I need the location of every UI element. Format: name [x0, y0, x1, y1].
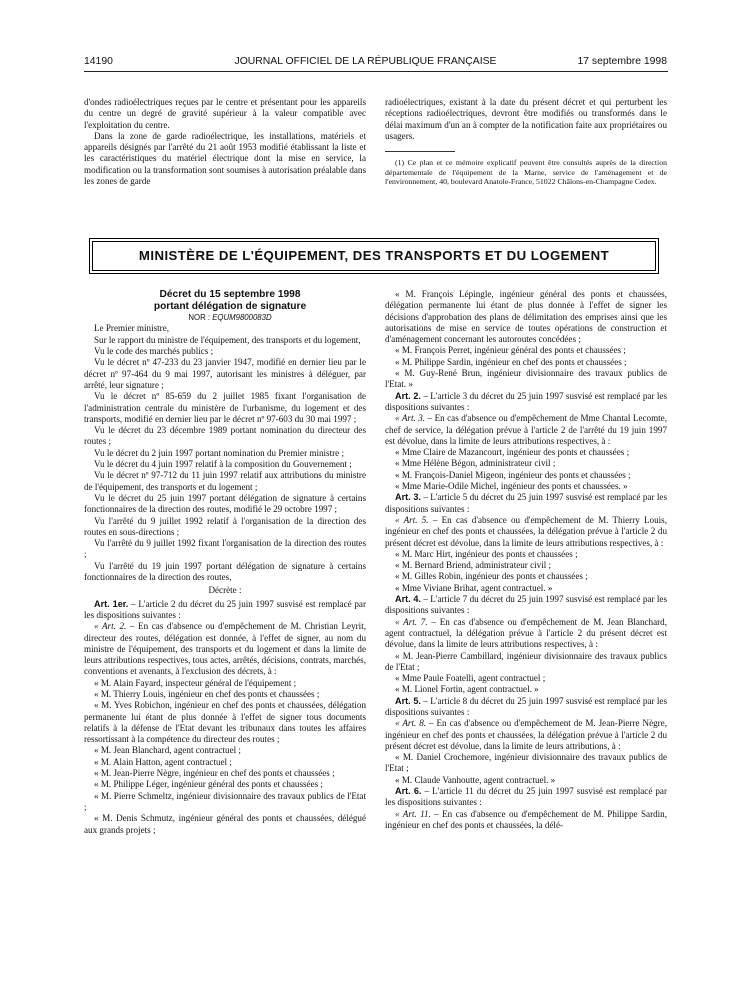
decree-left-column	[84, 289, 366, 836]
list-item: « M. Jean-Pierre Nègre, ingénieur en chef des ponts et chaussées ;	[94, 768, 335, 779]
list-item: « M. Guy-René Brun, ingénieur divisionnaire des travaux publics de l'Etat. »	[385, 368, 667, 390]
preamble: Sur le rapport du ministre de l'équipement, des transports et du logement,	[94, 334, 361, 345]
journal-title: JOURNAL OFFICIEL DE LA RÉPUBLIQUE FRANÇAISE	[234, 56, 497, 67]
page-number: 14190	[84, 56, 113, 67]
preamble: Le Premier ministre,	[94, 323, 170, 334]
list-item: « M. Denis Schmutz, ingénieur général des ponts et chaussées, délégué aux grands projets ;	[84, 813, 366, 835]
list-item: « M. François Lépingle, ingénieur général des ponts et chaussées, délégation permanente lui étant de plus donnée à l'effet de signer les décisions d'approbation des plans de délimitation des emprises ainsi que les autorisations de mise en service de toutes opérations de construction et d'aménagement concernant les autoroutes concédées ;	[385, 289, 667, 345]
article-6: Art. 6. – L'article 11 du décret du 25 juin 1997 susvisé est remplacé par les dispositions suivantes :	[385, 786, 667, 808]
article-3: Art. 3. – L'article 5 du décret du 25 juin 1997 susvisé est remplacé par les dispositions suivantes :	[385, 492, 667, 514]
list-item: « M. Lionel Fortin, agent contractuel. »	[395, 684, 539, 695]
article-2: Art. 2. – L'article 3 du décret du 25 juin 1997 susvisé est remplacé par les dispositions suivantes :	[385, 390, 667, 412]
header-rule	[84, 71, 668, 72]
list-item: « M. Philippe Sardin, ingénieur en chef des ponts et chaussées ;	[395, 356, 627, 367]
visa: Vu le code des marchés publics ;	[94, 346, 214, 357]
visa: Vu le décret nº 47-233 du 23 janvier 1947, modifié en dernier lieu par le décret nº 97-464 du 9 mai 1997, autorisant les ministres à déléguer, par arrêté, leur signature ;	[84, 357, 366, 390]
article-1-quote: « Art. 2. – En cas d'absence ou d'empêchement de M. Christian Leyrit, directeur des routes, délégation est donnée, à l'effet de signer, au nom du ministre de l'équipement, des transports et du logement et dans la limite de leurs attributions respectives, tous actes, arrêtés, décisions, contrats, marchés, conventions et avenants, à l'exclusion des décrets, à :	[84, 621, 366, 677]
visa: Vu l'arrêté du 9 juillet 1992 relatif à l'organisation de la direction des routes en sous-directions ;	[84, 515, 366, 537]
visa: Vu le décret du 23 décembre 1989 portant nomination du directeur des routes ;	[84, 425, 366, 447]
list-item: « M. Bernard Briend, administrateur civil ;	[395, 560, 552, 571]
footnote-rule	[385, 151, 455, 152]
decree-subtitle: portant délégation de signature	[153, 300, 307, 312]
article-4-quote: « Art. 7. – En cas d'absence ou d'empêchement de M. Jean Blanchard, agent contractuel, la délégation prévue à l'article 2 du présent décret est dévolue, dans la limite de leurs attributions respectives, à :	[385, 616, 667, 650]
list-item: « Mme Viviane Brihat, agent contractuel. »	[395, 582, 553, 593]
list-item: « Mme Hélène Bégon, administrateur civil ;	[395, 458, 556, 469]
list-item: « M. François-Daniel Migeon, ingénieur des ponts et chaussées ;	[395, 469, 631, 480]
article-5-quote: « Art. 8. – En cas d'absence ou d'empêchement de M. Jean-Pierre Nègre, ingénieur en chef des ponts et chaussées, la délégation prévue à l'article 2 du présent décret est dévolue, dans la limite de leurs attributions, à :	[385, 718, 667, 751]
list-item: « M. Thierry Louis, ingénieur en chef des ponts et chaussées ;	[94, 688, 320, 699]
list-item: « Mme Claire de Mazancourt, ingénieur des ponts et chaussées ;	[395, 447, 630, 458]
article-5: Art. 5. – L'article 8 du décret du 25 juin 1997 susvisé est remplacé par les dispositions suivantes :	[385, 695, 667, 717]
article-3-quote: « Art. 5. – En cas d'absence ou d'empêchement de M. Thierry Louis, ingénieur en chef des ponts et chaussées, la délégation prévue à l'article 2 du présent décret est dévolue, dans la limite de leurs attributions respectives, à :	[385, 514, 667, 548]
list-item: « M. Marc Hirt, ingénieur des ponts et chaussées ;	[395, 548, 578, 559]
list-item: « M. Pierre Schmeltz, ingénieur divisionnaire des travaux publics de l'Etat ;	[84, 790, 366, 812]
paragraph: d'ondes radioélectriques reçues par le centre et présentant pour les appareils du centre un degré de gravité supérieur à la valeur compatible avec l'exploitation du centre.	[84, 97, 366, 130]
list-item: « M. Gilles Robin, ingénieur des ponts et chaussées ;	[395, 571, 588, 582]
article-2-quote: « Art. 3. – En cas d'absence ou d'empêchement de Mme Chantal Lecomte, chef de service, la délégation prévue à l'article 2 de l'arrêté du 19 juin 1997 est dévolue, dans la limite de leurs attributions respectives, à :	[385, 413, 667, 446]
article-6-quote: « Art. 11. – En cas d'absence ou d'empêchement de M. Philippe Sardin, ingénieur en chef des ponts et chaussées, la délé-	[385, 808, 667, 830]
issue-date: 17 septembre 1998	[577, 56, 667, 67]
top-left-column	[84, 97, 366, 187]
top-right-column	[385, 97, 667, 187]
nor-reference: NOR : EQUM9800083D	[188, 313, 272, 323]
list-item: « M. Alain Fayard, inspecteur général de l'équipement ;	[94, 677, 297, 688]
visa: Vu l'arrêté du 9 juillet 1992 fixant l'organisation de la direction des routes ;	[84, 538, 366, 560]
ministry-banner: MINISTÈRE DE L'ÉQUIPEMENT, DES TRANSPORTS ET DU LOGEMENT	[92, 241, 656, 271]
list-item: « M. Yves Robichon, ingénieur en chef des ponts et chaussées, délégation permanente lui étant de plus donnée à l'effet de signer tous documents relatifs à la défense de l'Etat devant les tribunaux dans toutes les affaires ressortissant à la compétence du directeur des routes ;	[84, 700, 366, 745]
list-item: « M. Philippe Léger, ingénieur général des ponts et chaussées ;	[94, 779, 323, 790]
decree-right-column	[385, 289, 667, 831]
visa: Vu l'arrêté du 19 juin 1997 portant délégation de signature à certains fonctionnaires de la direction des routes,	[84, 560, 366, 583]
list-item: « Mme Paule Foatelli, agent contractuel ;	[395, 673, 546, 684]
paragraph: radioélectriques, existant à la date du présent décret et qui perturbent les réceptions radioélectriques, devront être modifiés ou transformés dans le délai maximum d'un an à compter de la notification faite aux propriétaires ou usagers.	[385, 97, 667, 141]
visa: Vu le décret du 25 juin 1997 portant délégation de signature à certains fonctionnaires de la direction des routes, modifié le 29 octobre 1997 ;	[84, 492, 366, 515]
list-item: « M. François Perret, ingénieur général des ponts et chaussées ;	[395, 345, 626, 356]
paragraph: Dans la zone de garde radioélectrique, les installations, matériels et appareils désignés par l'arrêté du 21 août 1953 modifié établissant la liste et les caractéristiques du matériel électrique dont la mise en service, la modification ou la transformation sont soumises à autorisation préalable dans les zones de garde	[84, 130, 366, 187]
visa: Vu le décret nº 85-659 du 2 juillet 1985 fixant l'organisation de l'administration centrale du ministère de l'urbanisme, du logement et des transports, modifié en dernier lieu par le décret nº 97-603 du 30 mai 1997 ;	[84, 391, 366, 424]
decree-title: Décret du 15 septembre 1998	[159, 289, 301, 300]
footnote: (1) Ce plan et ce mémoire explicatif peuvent être consultés auprès de la direction départementale de l'équipement de la Marne, service de l'aménagement et de l'environnement, 40, boulevard Anatole-France, 51022 Châlons-en-Champagne Cedex.	[385, 158, 667, 187]
article-1: Art. 1er. – L'article 2 du décret du 25 juin 1997 susvisé est remplacé par les dispositions suivantes :	[84, 598, 366, 620]
visa: Vu le décret du 4 juin 1997 relatif à la composition du Gouvernement ;	[94, 459, 352, 470]
list-item: « M. Daniel Crochemore, ingénieur divisionnaire des travaux publics de l'Etat ;	[385, 752, 667, 774]
visa: Vu le décret du 2 juin 1997 portant nomination du Premier ministre ;	[94, 447, 344, 458]
list-item: « M. Alain Hatton, agent contractuel ;	[94, 756, 232, 767]
list-item: « M. Claude Vanhoutte, agent contractuel. »	[395, 774, 556, 785]
list-item: « M. Jean-Pierre Cambillard, ingénieur divisionnaire des travaux publics de l'Etat ;	[385, 650, 667, 672]
decrete: Décrète :	[208, 585, 242, 596]
article-4: Art. 4. – L'article 7 du décret du 25 juin 1997 susvisé est remplacé par les dispositions suivantes :	[385, 594, 667, 616]
list-item: « M. Jean Blanchard, agent contractuel ;	[94, 745, 241, 756]
list-item: « Mme Marie-Odile Michel, ingénieur des ponts et chaussées. »	[395, 481, 628, 492]
visa: Vu le décret nº 97-712 du 11 juin 1997 relatif aux attributions du ministre de l'équipement, des transports et du logement ;	[84, 470, 366, 492]
